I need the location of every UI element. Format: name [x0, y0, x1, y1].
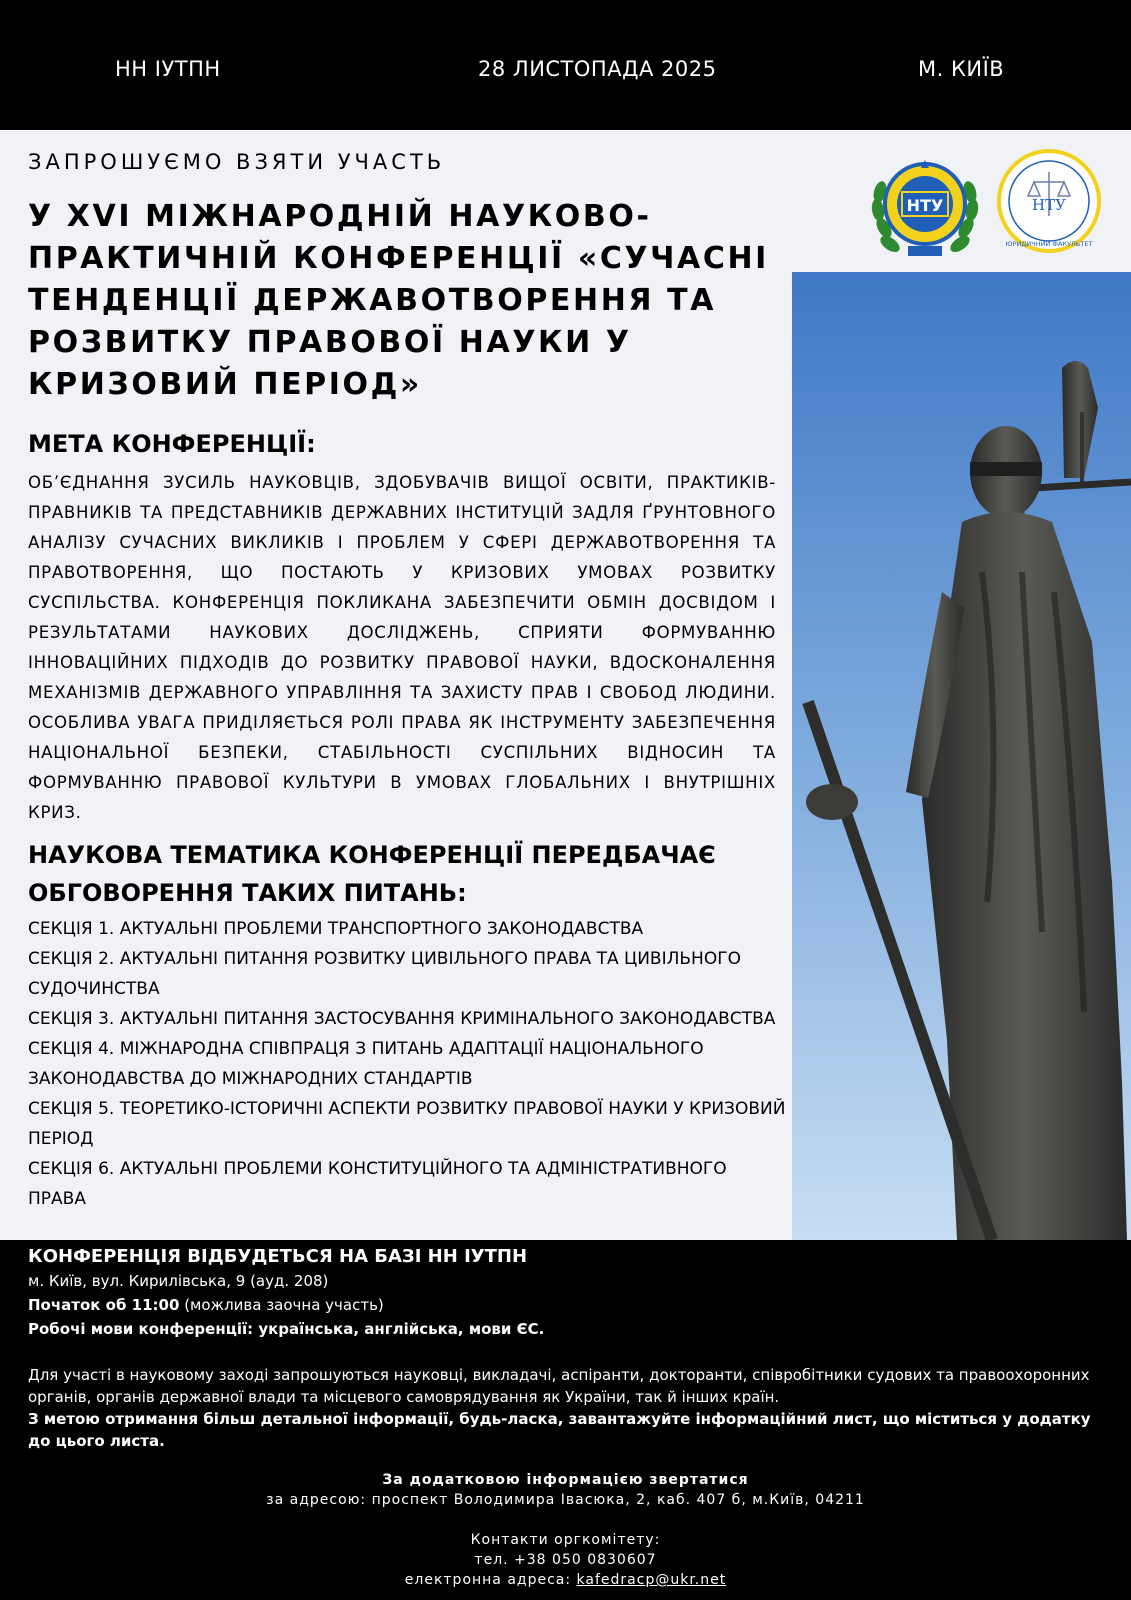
top-bar: [0, 0, 1131, 130]
email-link[interactable]: kafedracp@ukr.net: [576, 1572, 727, 1588]
start-time-note: (можлива заочна участь): [179, 1296, 384, 1314]
logos: [860, 148, 1110, 266]
section-item: СЕКЦІЯ 2. АКТУАЛЬНІ ПИТАННЯ РОЗВИТКУ ЦИВІЛЬНОГО ПРАВА ТА ЦИВІЛЬНОГО СУДОЧИНСТВА: [28, 949, 741, 999]
contact-heading: За додатковою інформацією звертатися: [382, 1472, 749, 1488]
contacts-block: [0, 1470, 1131, 1590]
working-languages: Робочі мови конференції: українська, англійська, мови ЄС.: [28, 1320, 545, 1338]
law-faculty-ring-text: ЮРИДИЧНИЙ ФАКУЛЬТЕТ: [1005, 240, 1093, 248]
conference-title: У XVI МІЖНАРОДНІЙ НАУКОВО-ПРАКТИЧНІЙ КОНФЕРЕНЦІЇ «СУЧАСНІ ТЕНДЕНЦІЇ ДЕРЖАВОТВОРЕННЯ ТА РОЗВИТКУ ПРАВОВОЇ НАУКИ У КРИЗОВИЙ ПЕРІОД»: [28, 199, 769, 402]
section-item: СЕКЦІЯ 4. МІЖНАРОДНА СПІВПРАЦЯ З ПИТАНЬ АДАПТАЦІЇ НАЦІОНАЛЬНОГО ЗАКОНОДАВСТВА ДО МІЖНАРОДНИХ СТАНДАРТІВ: [28, 1039, 704, 1089]
goal-heading: МЕТА КОНФЕРЕНЦІЇ:: [28, 430, 316, 458]
participants-text: Для участі в науковому заході запрошуються науковці, викладачі, аспіранти, докторанти, співробітники судових та правоохоронних органів, органів державної влади та місцевого самоврядування як України, так й інших країн.: [28, 1366, 1090, 1406]
header-city: М. КИЇВ: [918, 57, 1005, 81]
start-time-bold: Початок об 11:00: [28, 1296, 180, 1314]
contact-address: за адресою: проспект Володимира Івасюка, 2, каб. 407 б, м.Київ, 04211: [266, 1492, 865, 1508]
invite-line: ЗАПРОШУЄМО ВЗЯТИ УЧАСТЬ: [28, 150, 446, 174]
topics-heading: НАУКОВА ТЕМАТИКА КОНФЕРЕНЦІЇ ПЕРЕДБАЧАЄ ОБГОВОРЕННЯ ТАКИХ ПИТАНЬ:: [28, 841, 716, 907]
email-label: електронна адреса:: [404, 1572, 577, 1588]
section-item: СЕКЦІЯ 5. ТЕОРЕТИКО-ІСТОРИЧНІ АСПЕКТИ РОЗВИТКУ ПРАВОВОЇ НАУКИ У КРИЗОВИЙ ПЕРІОД: [28, 1099, 786, 1149]
venue-heading: КОНФЕРЕНЦІЯ ВІДБУДЕТЬСЯ НА БАЗІ НН ІУТПН: [28, 1246, 528, 1267]
section-item: СЕКЦІЯ 6. АКТУАЛЬНІ ПРОБЛЕМИ КОНСТИТУЦІЙНОГО ТА АДМІНІСТРАТИВНОГО ПРАВА: [28, 1159, 727, 1209]
sections-list: [28, 914, 788, 1214]
law-faculty-logo: [996, 148, 1102, 254]
ntu-logo-text: НТУ: [906, 196, 944, 215]
more-info-text: З метою отримання більш детальної інформації, будь-ласка, завантажуйте інформаційний лист, що міститься у додатку до цього листа.: [28, 1410, 1091, 1450]
start-time: [28, 1296, 384, 1314]
header-date: 28 ЛИСТОПАДА 2025: [478, 57, 717, 81]
ntu-logo: [866, 148, 984, 266]
header-org: НН ІУТПН: [115, 57, 221, 81]
committee-phone[interactable]: тел. +38 050 0830607: [474, 1552, 657, 1568]
venue-address: м. Київ, вул. Кирилівська, 9 (ауд. 208): [28, 1272, 329, 1290]
footer: [0, 1240, 1131, 1600]
committee-email: [0, 1570, 1131, 1590]
main-content: [0, 130, 1131, 1240]
section-item: СЕКЦІЯ 1. АКТУАЛЬНІ ПРОБЛЕМИ ТРАНСПОРТНОГО ЗАКОНОДАВСТВА: [28, 919, 644, 939]
committee-label: Контакти оргкомітету:: [470, 1532, 661, 1548]
lady-justice-photo: [792, 272, 1131, 1240]
goal-text: ОБ’ЄДНАННЯ ЗУСИЛЬ НАУКОВЦІВ, ЗДОБУВАЧІВ ВИЩОЇ ОСВІТИ, ПРАКТИКІВ-ПРАВНИКІВ ТА ПРЕДСТАВНИКІВ ДЕРЖАВНИХ ІНСТИТУЦІЙ ЗАДЛЯ ҐРУНТОВНОГО АНАЛІЗУ СУЧАСНИХ ВИКЛИКІВ І ПРОБЛЕМ У СФЕРІ ДЕРЖАВОТВОРЕННЯ ТА ПРАВОТВОРЕННЯ, ЩО ПОСТАЮТЬ У КРИЗОВИХ УМОВАХ РОЗВИТКУ СУСПІЛЬСТВА. КОНФЕРЕНЦІЯ ПОКЛИКАНА ЗАБЕЗПЕЧИТИ ОБМІН ДОСВІДОМ І РЕЗУЛЬТАТАМИ НАУКОВИХ ДОСЛІДЖЕНЬ, СПРИЯТИ ФОРМУВАННЮ ІННОВАЦІЙНИХ ПІДХОДІВ ДО РОЗВИТКУ ПРАВОВОЇ НАУКИ, ВДОСКОНАЛЕННЯ МЕХАНІЗМІВ ДЕРЖАВНОГО УПРАВЛІННЯ ТА ЗАХИСТУ ПРАВ І СВОБОД ЛЮДИНИ. ОСОБЛИВА УВАГА ПРИДІЛЯЄТЬСЯ РОЛІ ПРАВА ЯК ІНСТРУМЕНТУ ЗАБЕЗПЕЧЕННЯ НАЦІОНАЛЬНОЇ БЕЗПЕКИ, СТАБІЛЬНОСТІ СУСПІЛЬНИХ ВІДНОСИН ТА ФОРМУВАННЮ ПРАВОВОЇ КУЛЬТУРИ В УМОВАХ ГЛОБАЛЬНИХ І ВНУТРІШНІХ КРИЗ.: [28, 473, 776, 822]
section-item: СЕКЦІЯ 3. АКТУАЛЬНІ ПИТАННЯ ЗАСТОСУВАННЯ КРИМІНАЛЬНОГО ЗАКОНОДАВСТВА: [28, 1009, 776, 1029]
law-faculty-logo-text: НТУ: [1032, 196, 1066, 214]
